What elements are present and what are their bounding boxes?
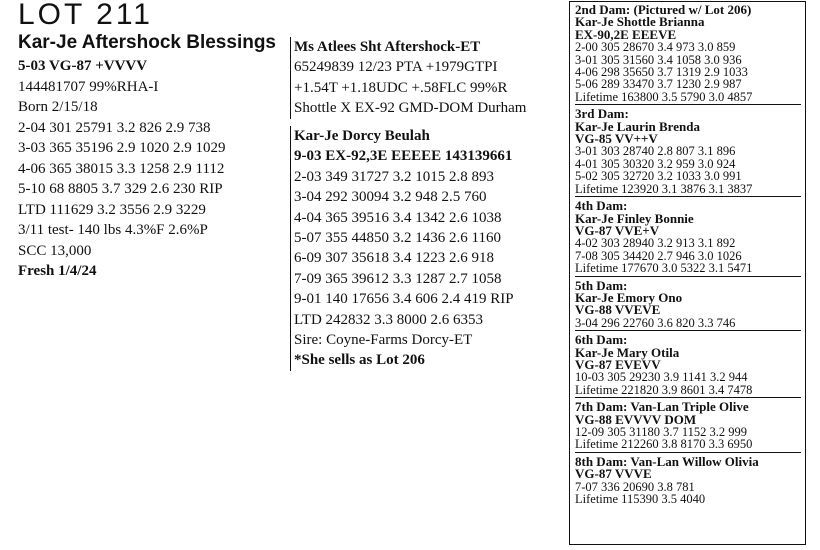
production-record: 5-02 305 32720 3.2 1033 3.0 991	[575, 169, 742, 184]
sire-block	[290, 37, 564, 119]
dam-name: Kar-Je Emory Ono	[575, 289, 683, 305]
lifetime-record: Lifetime 123920 3.1 3876 3.1 3837	[575, 181, 753, 196]
dam-name: Kar-Je Shottle Brianna	[575, 14, 705, 30]
dam-section-8th	[575, 453, 801, 507]
sire-pedigree: Shottle X EX-92 GMD-DOM Durham	[294, 100, 527, 117]
production-record: 9-01 140 17656 3.4 606 2.4 419 RIP	[294, 291, 514, 308]
animal-name: Kar-Je Aftershock Blessings	[18, 32, 277, 53]
dam-section-6th	[575, 334, 801, 398]
dam-section-7th	[575, 401, 801, 453]
fresh-date: Fresh 1/4/24	[18, 263, 97, 279]
dam-classification: EX-90,2E EEEVE	[575, 26, 677, 42]
lifetime-record: LTD 242832 3.3 8000 2.6 6353	[294, 311, 484, 328]
lot-title: LOT 211	[18, 0, 153, 31]
production-record: 7-09 365 39612 3.3 1287 2.7 1058	[294, 270, 502, 287]
production-record: 6-09 307 35618 3.4 1223 2.6 918	[294, 250, 494, 267]
dam-classification: 9-03 EX-92,3E EEEEE 143139661	[294, 148, 513, 165]
production-record: 2-00 305 28670 3.4 973 3.0 859	[575, 40, 736, 55]
dam-section-4th	[575, 200, 801, 276]
lifetime-record: Lifetime 163800 3.5 5790 3.0 4857	[575, 89, 753, 104]
lifetime-record: Lifetime 115390 3.5 4040	[575, 492, 706, 507]
production-record: 2-03 349 31727 3.2 1015 2.8 893	[294, 168, 494, 185]
production-record: 10-03 305 29230 3.9 1141 3.2 944	[575, 370, 748, 385]
dam-header: 7th Dam: Van-Lan Triple Olive	[575, 399, 749, 415]
production-record: 4-04 365 39516 3.4 1342 2.6 1038	[294, 209, 502, 226]
sire-info: 65249839 12/23 PTA +1979GTPI	[294, 59, 498, 76]
lifetime-record: Lifetime 221820 3.9 8601 3.4 7478	[575, 382, 753, 397]
maternal-line-box	[569, 1, 806, 545]
dam-header: 4th Dam:	[575, 198, 628, 214]
lifetime-record: Lifetime 177670 3.0 5322 3.1 5471	[575, 261, 753, 276]
dam-header: 6th Dam:	[575, 332, 628, 348]
production-record: 4-02 303 28940 3.2 913 3.1 892	[575, 236, 736, 251]
dam-section-2nd	[575, 4, 801, 105]
animal-birthdate: Born 2/15/18	[18, 99, 98, 115]
dam-header: 3rd Dam:	[575, 106, 629, 122]
dam-section-3rd	[575, 108, 801, 197]
dam-classification: VG-87 EVEVV	[575, 356, 661, 372]
production-record: 4-06 365 38015 3.3 1258 2.9 1112	[18, 160, 225, 177]
lifetime-record: Lifetime 212260 3.8 8170 3.3 6950	[575, 437, 753, 452]
test-record: 3/11 test- 140 lbs 4.3%F 2.6%P	[18, 222, 208, 238]
dam-header: 8th Dam: Van-Lan Willow Olivia	[575, 453, 759, 469]
sire-name: Ms Atlees Sht Aftershock-ET	[294, 39, 481, 55]
production-record: 2-04 301 25791 3.2 826 2.9 738	[18, 119, 211, 136]
dam-name: Kar-Je Dorcy Beulah	[294, 128, 430, 144]
production-record: 3-01 303 28740 2.8 807 3.1 896	[575, 144, 736, 159]
production-record: 3-04 292 30094 3.2 948 2.5 760	[294, 189, 487, 206]
production-record: 3-03 365 35196 2.9 1020 2.9 1029	[18, 140, 226, 156]
production-record: 4-06 298 35650 3.7 1319 2.9 1033	[575, 65, 748, 80]
dam-classification: VG-87 VVE+V	[575, 222, 660, 238]
production-record: 3-01 305 31560 3.4 1058 3.0 936	[575, 52, 742, 67]
animal-registration: 144481707 99%RHA-I	[18, 78, 159, 95]
dam-name: Kar-Je Finley Bonnie	[575, 210, 694, 226]
dam-classification: VG-87 VVVE	[575, 466, 652, 482]
production-record: 4-01 305 30320 3.2 959 3.0 924	[575, 156, 736, 171]
dam-block	[290, 126, 564, 371]
production-record: 5-06 289 33470 3.7 1230 2.9 987	[575, 77, 742, 92]
dam-header: 5th Dam:	[575, 277, 628, 293]
dam-lot-note: *She sells as Lot 206	[294, 352, 425, 369]
production-record: 12-09 305 31180 3.7 1152 3.2 999	[575, 425, 747, 439]
dam-section-5th	[575, 277, 801, 332]
animal-record	[18, 56, 286, 282]
dam-sire: Sire: Coyne-Farms Dorcy-ET	[294, 332, 473, 349]
dam-name: Kar-Je Laurin Brenda	[575, 118, 700, 134]
dam-classification: VG-88 EVVVV DOM	[575, 411, 697, 427]
production-record: 7-08 305 34420 2.7 946 3.0 1026	[575, 248, 742, 263]
animal-classification: 5-03 VG-87 +VVVV	[18, 58, 148, 74]
production-record: 5-10 68 8805 3.7 329 2.6 230 RIP	[18, 181, 223, 197]
sire-info: +1.54T +1.18UDC +.58FLC 99%R	[294, 79, 508, 96]
dam-name: Kar-Je Mary Otila	[575, 344, 680, 360]
production-record: 3-04 296 22760 3.6 820 3.3 746	[575, 315, 736, 330]
scc-record: SCC 13,000	[18, 242, 92, 259]
dam-classification: VG-85 VV++V	[575, 131, 658, 147]
dam-classification: VG-88 VVEVE	[575, 302, 661, 318]
production-record: 5-07 355 44850 3.2 1436 2.6 1160	[294, 230, 501, 247]
lifetime-record: LTD 111629 3.2 3556 2.9 3229	[18, 201, 206, 218]
production-record: 7-07 336 20690 3.8 781	[575, 479, 695, 494]
dam-header: 2nd Dam: (Pictured w/ Lot 206)	[575, 2, 752, 17]
